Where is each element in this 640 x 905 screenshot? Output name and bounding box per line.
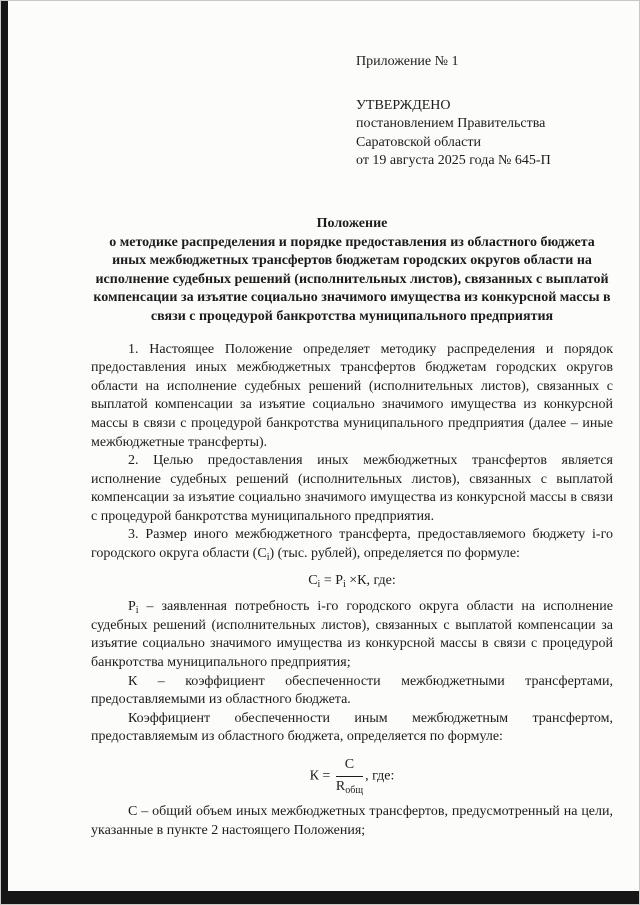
document-body	[91, 341, 613, 841]
definition-k: К – коэффициент обеспеченности межбюджетными трансфертами, предоставляемыми из областного бюджета.	[91, 673, 613, 708]
header-right-block	[356, 53, 613, 171]
approval-block	[356, 97, 613, 171]
subscript-i: i	[266, 552, 270, 564]
definition-c: С – общий объем иных межбюджетных трансфертов, предусмотренный на цели, указанные в пункте 2 настоящего Положения;	[91, 804, 613, 838]
approval-line-region: Саратовской области	[356, 134, 481, 150]
subscript-i: i	[317, 578, 321, 590]
appendix-label: Приложение № 1	[356, 54, 459, 69]
definition-p-symbol: Р	[128, 599, 136, 615]
title-heading: Положение	[316, 215, 388, 231]
scan-artifact-bottom-edge	[1, 891, 639, 904]
formula-k-lhs: К =	[309, 768, 334, 784]
scan-artifact-left-edge	[1, 1, 8, 904]
paragraph-3-text-tail: ) (тыс. рублей), определяется по формуле:	[269, 546, 520, 562]
definition-p-text: – заявленная потребность i-го городского округа области на исполнение судебных решений (исполнительных листов), связанных с выплатой компенсации за изъятие социально значимого имущества из конкурсной массы в связи с процедурой банкротства муниципального предприятия;	[91, 599, 613, 671]
denominator-base: R	[335, 778, 346, 794]
paragraph-3-text: 3. Размер иного межбюджетного трансферта, предоставляемого бюджету i-го городского округа области (С	[91, 527, 613, 562]
fraction	[334, 756, 365, 796]
formula-equals-p: = Р	[320, 572, 343, 588]
paragraph-3	[91, 526, 613, 563]
fraction-numerator: С	[336, 756, 363, 777]
formula-coefficient	[91, 756, 613, 796]
approval-line-date-number: от 19 августа 2025 года № 645-П	[356, 153, 551, 169]
approval-line-approved: УТВЕРЖДЕНО	[356, 97, 451, 113]
formula-k-tail: , где:	[365, 768, 395, 784]
formula-c-base: С	[308, 572, 318, 588]
document-content	[91, 53, 613, 840]
subscript-i: i	[343, 578, 346, 590]
formula-transfer-size	[91, 572, 613, 591]
paragraph-1: 1. Настоящее Положение определяет методику распределения и порядок предоставления иных межбюджетных трансфертов бюджетам городских округов области на исполнение судебных решений (исполнительных листов), связанных с выплатой компенсации за изъятие социально значимого имущества из конкурсной массы в связи с процедурой банкротства муниципального предприятия (далее – иные межбюджетные трансферты).	[91, 341, 613, 450]
subscript-obshch: общ	[345, 784, 364, 796]
formula-tail: ×К, где:	[345, 572, 396, 588]
subscript-i: i	[135, 605, 139, 617]
paragraph-2: 2. Целью предоставления иных межбюджетных трансфертов является исполнение судебных решений (исполнительных листов), связанных с выплатой компенсации за изъятие социально значимого имущества из конкурсной массы в связи с процедурой банкротства муниципального предприятия.	[91, 453, 613, 524]
title-subtitle: о методике распределения и порядке предоставления из областного бюджета иных межбюджетных трансфертов бюджетам городских округов области на исполнение судебных решений (исполнительных листов), связанных с выплатой компенсации за изъятие социально значимого имущества из конкурсной массы в связи с процедурой банкротства муниципального предприятия	[93, 234, 611, 324]
fraction-denominator	[336, 777, 363, 797]
approval-line-resolution: постановлением Правительства	[356, 116, 546, 132]
paragraph-coefficient: Коэффициент обеспеченности иным межбюджетным трансфертом, предоставляемым из областного бюджета, определяется по формуле:	[91, 710, 613, 745]
definition-p	[91, 598, 613, 672]
document-title	[91, 215, 613, 327]
